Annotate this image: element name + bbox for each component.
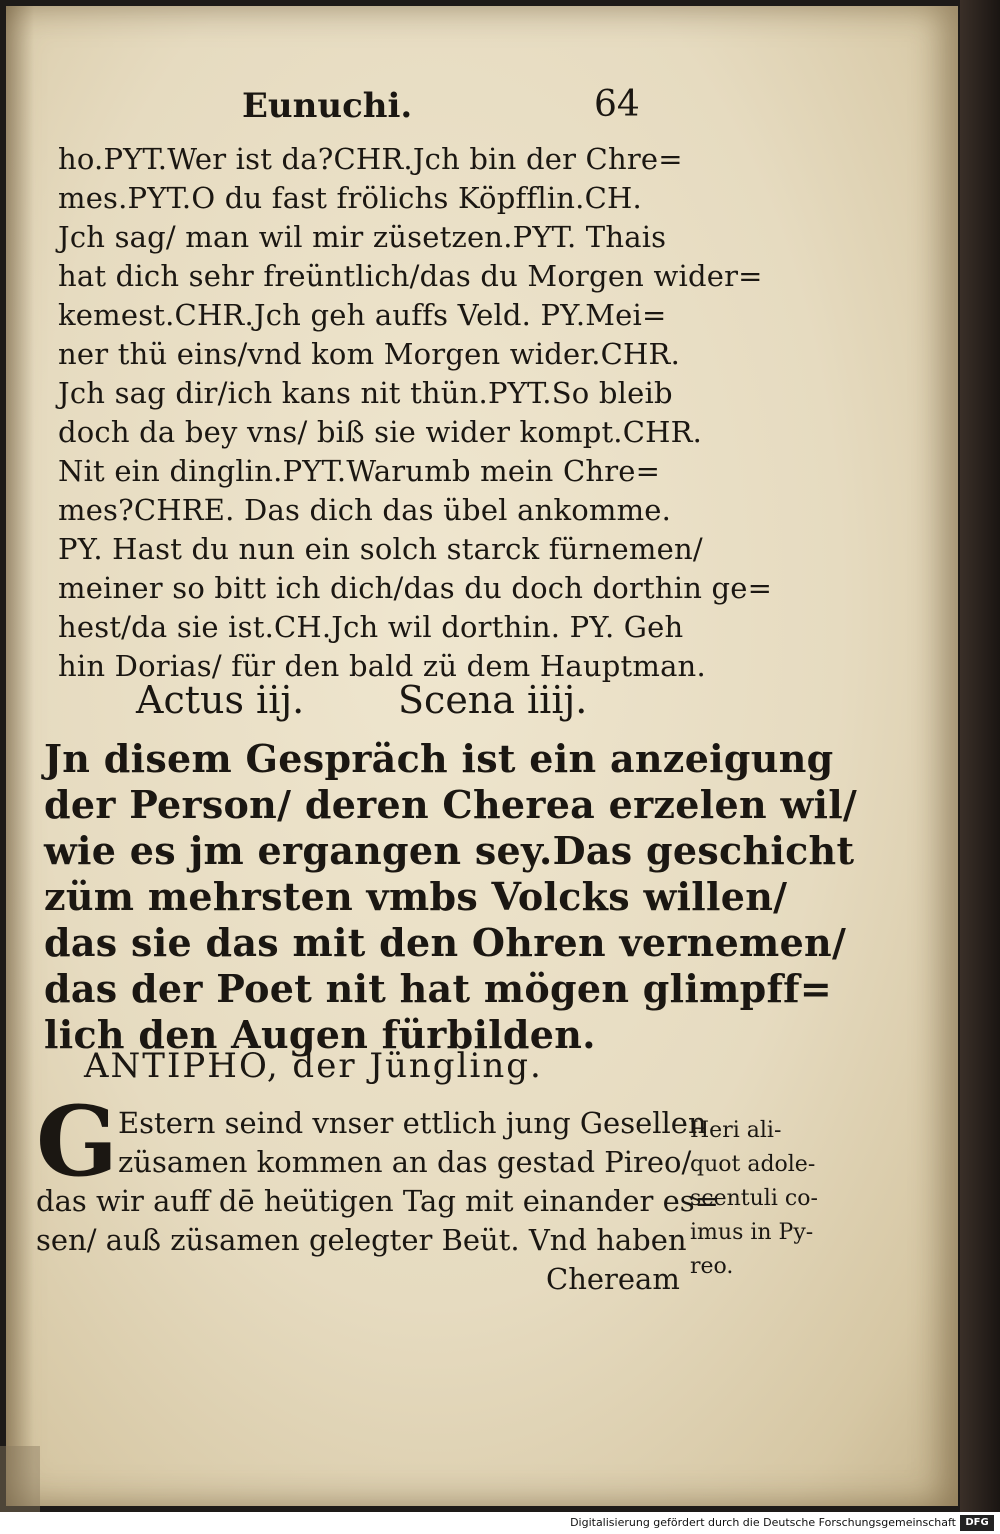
page-number: 64 (594, 84, 640, 125)
summary-line: das sie das mit den Ohren vernemen/ (44, 920, 847, 965)
text-line: Jch sag dir/ich kans nit thün.PYT.So bleib (58, 376, 673, 410)
dfg-logo-icon: DFG (960, 1515, 994, 1531)
margin-note-line: quot adole- (690, 1152, 816, 1177)
text-line: PY. Hast du nun ein solch starck fürnemen/ (58, 532, 703, 566)
text-line: Estern seind vnser ettlich jung Gesellen (118, 1106, 707, 1140)
running-title: Eunuchi. (242, 86, 413, 126)
text-line: kemest.CHR.Jch geh auffs Veld. PY.Mei= (58, 298, 667, 332)
text-line: züsamen kommen an das gestad Pireo/ (118, 1145, 692, 1179)
text-line: doch da bey vns/ biß sie wider kompt.CHR. (58, 415, 703, 449)
margin-note-line: Heri ali- (690, 1118, 782, 1143)
drop-capital: G (36, 1085, 118, 1198)
text-line: Jch sag/ man wil mir züsetzen.PYT. Thais (58, 220, 667, 254)
scene-heading: Scena iiij. (398, 678, 588, 722)
book-cover-edge (960, 0, 1000, 1512)
summary-line: lich den Augen fürbilden. (44, 1012, 596, 1057)
text-line: hest/da sie ist.CH.Jch wil dorthin. PY. Geh (58, 610, 684, 644)
catchword: Cheream (546, 1262, 680, 1296)
footer-bar (0, 1512, 1000, 1534)
summary-line: das der Poet nit hat mögen glimpff= (44, 966, 832, 1011)
text-line: Nit ein dinglin.PYT.Warumb mein Chre= (58, 454, 661, 488)
text-line: mes?CHRE. Das dich das übel ankomme. (58, 493, 672, 527)
margin-note-line: imus in Py- (690, 1220, 814, 1245)
text-line: ner thü eins/vnd kom Morgen wider.CHR. (58, 337, 680, 371)
text-line: das wir auff dē heütigen Tag mit einander es= (36, 1184, 719, 1218)
summary-line: wie es jm ergangen sey.Das geschicht (44, 828, 855, 873)
act-heading: Actus iij. (136, 678, 305, 722)
margin-note-line: scentuli co- (690, 1186, 818, 1211)
text-line: hat dich sehr freüntlich/das du Morgen wider= (58, 259, 763, 293)
page-gutter-shadow (6, 6, 34, 1506)
book-page (6, 6, 958, 1506)
text-line: sen/ auß züsamen gelegter Beüt. Vnd haben (36, 1223, 687, 1257)
page-corner-fold (0, 1446, 40, 1512)
text-line: mes.PYT.O du fast frölichs Köpfflin.CH. (58, 181, 642, 215)
text-line: hin Dorias/ für den bald zü dem Hauptman. (58, 649, 706, 683)
summary-line: züm mehrsten vmbs Volcks willen/ (44, 874, 788, 919)
funding-credit: Digitalisierung gefördert durch die Deutsche Forschungsgemeinschaft (570, 1516, 956, 1529)
summary-line: der Person/ deren Cherea erzelen wil/ (44, 782, 858, 827)
margin-note-line: reo. (690, 1254, 734, 1279)
speaker-heading: ANTIPHO, der Jüngling. (84, 1046, 543, 1086)
text-line: ho.PYT.Wer ist da?CHR.Jch bin der Chre= (58, 142, 683, 176)
text-line: meiner so bitt ich dich/das du doch dorthin ge= (58, 571, 773, 605)
summary-line: Jn disem Gespräch ist ein anzeigung (44, 736, 834, 781)
